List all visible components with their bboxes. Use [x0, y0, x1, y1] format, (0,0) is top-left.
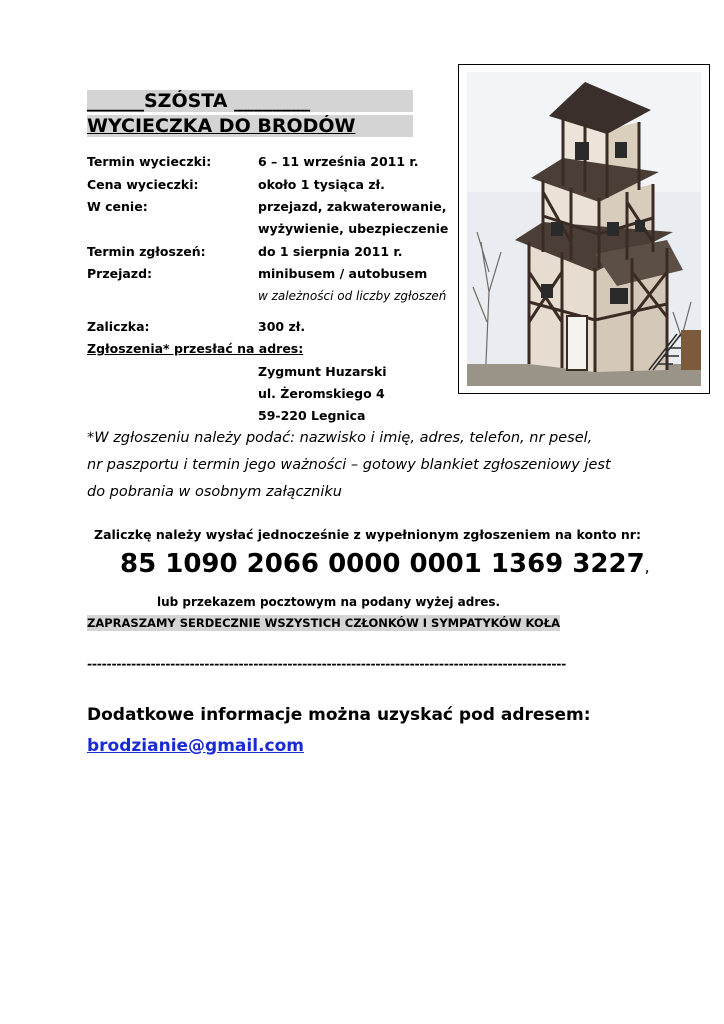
- separator-line: --------------------------------------------------------------------------------------------------: [87, 656, 567, 671]
- detail-label: Cena wycieczki:: [87, 177, 199, 192]
- title-line-2: WYCIECZKA DO BRODÓW: [87, 115, 413, 137]
- account-number: 85 1090 2066 0000 0001 1369 3227: [120, 549, 645, 579]
- note-line-2: nr paszportu i termin jego ważności – gotowy blankiet zgłoszeniowy jest: [87, 457, 611, 473]
- detail-value: do 1 sierpnia 2011 r.: [258, 244, 403, 259]
- account-number-line: [120, 549, 650, 579]
- detail-label: W cenie:: [87, 199, 148, 214]
- tower-photo: [467, 72, 701, 386]
- detail-label: Termin wycieczki:: [87, 154, 212, 169]
- contact-email-link[interactable]: brodzianie@gmail.com: [87, 736, 304, 756]
- address-name: Zygmunt Huzarski: [258, 364, 387, 379]
- payment-instruction: Zaliczkę należy wysłać jednocześnie z wypełnionym zgłoszeniem na konto nr:: [94, 527, 641, 542]
- detail-value: około 1 tysiąca zł.: [258, 177, 385, 192]
- detail-value: w zależności od liczby zgłoszeń: [258, 289, 447, 303]
- invite-banner: ZAPRASZAMY SERDECZNIE WSZYSTICH CZŁONKÓW I SYMPATYKÓW KOŁA: [87, 616, 560, 630]
- detail-label: Przejazd:: [87, 266, 153, 281]
- detail-value: przejazd, zakwaterowanie,: [258, 199, 447, 214]
- detail-value: 300 zł.: [258, 319, 306, 334]
- photo-frame: [458, 64, 710, 394]
- contact-text: Dodatkowe informacje można uzyskać pod adresem:: [87, 705, 591, 725]
- detail-value: minibusem / autobusem: [258, 266, 428, 281]
- payment-alternative: lub przekazem pocztowym na podany wyżej adres.: [157, 595, 501, 609]
- detail-label: Zaliczka:: [87, 319, 150, 334]
- detail-value: 6 – 11 września 2011 r.: [258, 154, 419, 169]
- note-line-1: *W zgłoszeniu należy podać: nazwisko i imię, adres, telefon, nr pesel,: [87, 430, 593, 446]
- title-line-1: ______SZÓSTA ________: [87, 90, 413, 112]
- tower-image-icon: [467, 72, 701, 386]
- address-label: Zgłoszenia* przesłać na adres:: [87, 341, 304, 356]
- detail-label: Termin zgłoszeń:: [87, 244, 206, 259]
- detail-value: wyżywienie, ubezpieczenie: [258, 221, 449, 236]
- note-line-3: do pobrania w osobnym załączniku: [87, 484, 342, 500]
- address-street: ul. Żeromskiego 4: [258, 386, 385, 401]
- address-city: 59-220 Legnica: [258, 408, 366, 423]
- account-comma: ,: [644, 557, 650, 576]
